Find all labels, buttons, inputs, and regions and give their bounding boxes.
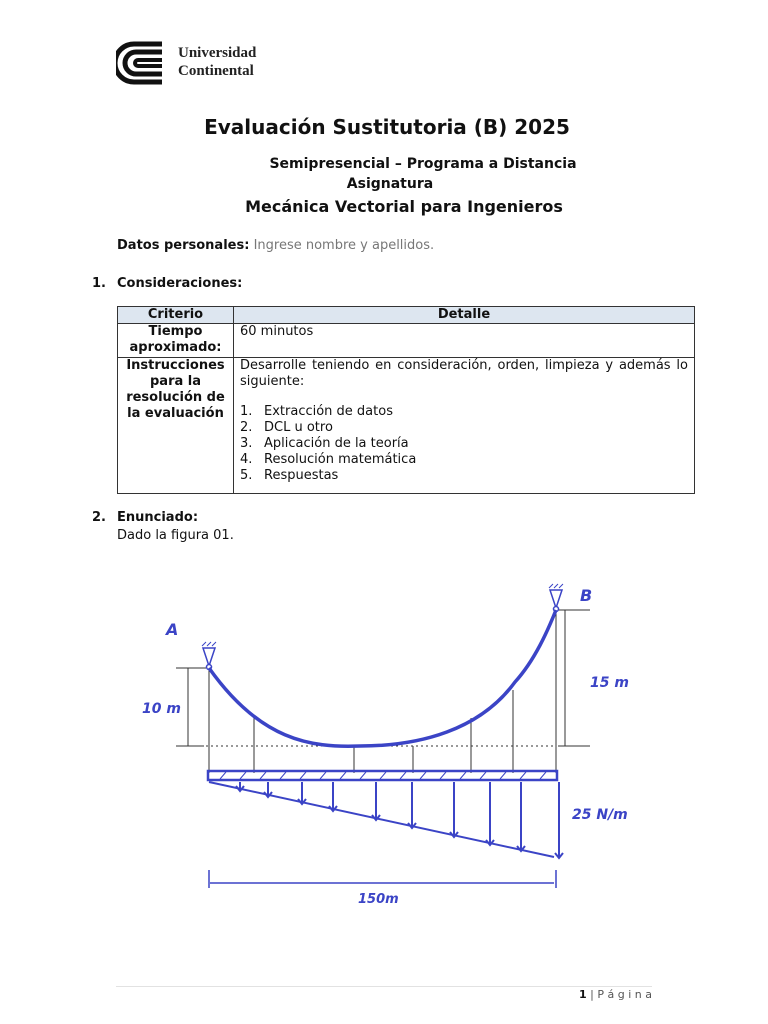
support-hatch	[202, 642, 216, 646]
list-number: 3.	[240, 436, 253, 451]
list-item	[240, 404, 688, 420]
personal-data-field[interactable]: Ingrese nombre y apellidos.	[253, 238, 435, 253]
detail-cell: 60 minutos	[234, 324, 695, 358]
instructions-list	[240, 404, 688, 484]
footer-separator: |	[590, 988, 594, 1001]
page-number: 1	[579, 988, 587, 1001]
header-detail: Detalle	[234, 307, 695, 324]
list-text: DCL u otro	[264, 420, 333, 435]
header-criterion: Criterio	[118, 307, 234, 324]
footer-divider	[116, 986, 652, 987]
load-label: 25 N/m	[572, 807, 628, 823]
personal-data-label: Datos personales:	[117, 238, 250, 253]
list-item	[240, 452, 688, 468]
page-footer	[560, 988, 652, 1001]
cable-figure	[120, 570, 640, 915]
label-a: A	[166, 620, 179, 639]
document-title: Evaluación Sustitutoria (B) 2025	[204, 115, 570, 139]
document-subtitle: Semipresencial – Programa a Distancia	[269, 156, 577, 172]
load-envelope	[209, 782, 554, 857]
table-header-row	[118, 307, 695, 324]
table-row	[118, 324, 695, 358]
cable-curve	[209, 610, 556, 746]
list-text: Extracción de datos	[264, 404, 393, 419]
logo-line-1: Universidad	[178, 45, 257, 61]
list-number: 1.	[240, 404, 253, 419]
list-number: 5.	[240, 468, 253, 483]
load-arrows	[236, 782, 563, 858]
list-item	[240, 468, 688, 484]
page-word: P á g i n a	[597, 988, 652, 1001]
height-b-label: 15 m	[590, 675, 629, 691]
support-b-icon	[550, 590, 562, 608]
statement-text: Dado la figura 01.	[117, 528, 234, 543]
continental-logo-icon	[116, 40, 172, 86]
beam-hatch	[220, 772, 546, 779]
course-name: Mecánica Vectorial para Ingenieros	[245, 197, 563, 216]
logo-wordmark	[178, 44, 256, 80]
document-subtitle-2: Asignatura	[346, 176, 434, 192]
list-text: Respuestas	[264, 468, 339, 483]
section-label: Enunciado:	[117, 510, 199, 525]
label-b: B	[580, 586, 593, 605]
instructions-text: Desarrolle teniendo en consideración, orden, limpieza y además lo siguiente:	[240, 358, 688, 389]
section-number: 2.	[92, 510, 106, 525]
support-hatch	[549, 584, 563, 588]
table-row	[118, 358, 695, 494]
list-number: 4.	[240, 452, 253, 467]
criterion-cell: Tiempo aproximado:	[118, 324, 234, 358]
list-text: Aplicación de la teoría	[264, 436, 409, 451]
list-item	[240, 420, 688, 436]
support-a-icon	[203, 648, 215, 666]
list-item	[240, 436, 688, 452]
criteria-table	[117, 306, 695, 494]
section-number: 1.	[92, 276, 106, 291]
detail-cell	[234, 358, 695, 494]
span-label: 150m	[358, 892, 399, 907]
height-a-label: 10 m	[142, 701, 181, 717]
university-logo	[116, 40, 276, 86]
logo-line-2: Continental	[178, 63, 254, 79]
personal-data	[117, 238, 434, 253]
criterion-cell: Instrucciones para la resolución de la evaluación	[118, 358, 234, 494]
list-number: 2.	[240, 420, 253, 435]
list-text: Resolución matemática	[264, 452, 417, 467]
section-label: Consideraciones:	[117, 276, 243, 291]
